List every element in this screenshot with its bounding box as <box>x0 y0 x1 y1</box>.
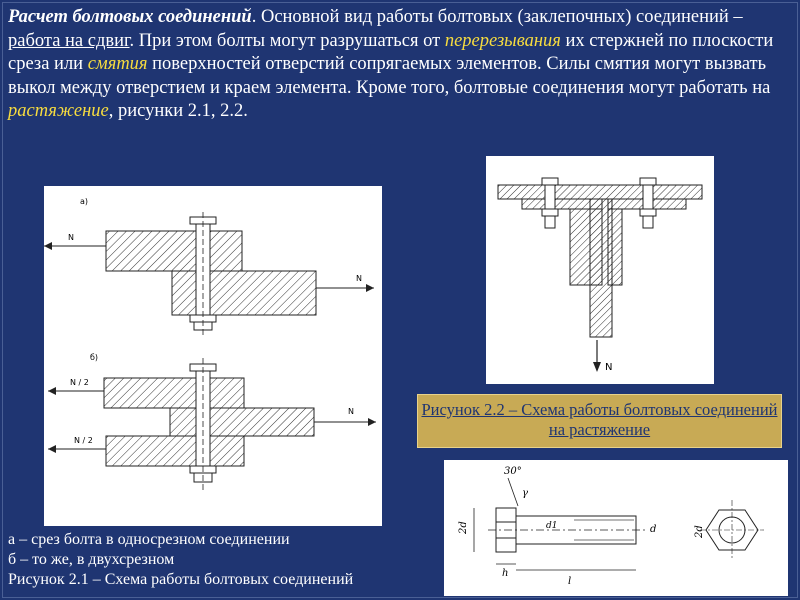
force-label-n-right-a: N <box>356 274 362 283</box>
force-label-tension: N <box>605 362 613 373</box>
dim-2d-right: 2d <box>694 525 705 538</box>
bolt-dimensions-panel <box>444 460 788 596</box>
figure-2-2-drawing <box>486 156 714 384</box>
plate-top-a <box>106 231 242 271</box>
bolt-shank-left <box>545 185 555 209</box>
intro-paragraph <box>8 6 788 124</box>
figure-2-1-caption <box>8 530 468 590</box>
figure-2-2-caption: Рисунок 2.2 – Схема работы болтовых соединений на растяжение <box>421 400 778 439</box>
arrowhead-n-right-a <box>366 284 374 292</box>
dim-angle: 30° <box>504 466 522 477</box>
bolt-head-left <box>542 178 558 185</box>
figure-2-1-drawing <box>44 186 382 526</box>
arrowhead-n-right-b <box>368 418 376 426</box>
dim-gamma: γ <box>522 488 528 499</box>
dim-d: d <box>650 524 657 535</box>
intro-text-3: их стержней по плоскости среза или <box>8 30 774 74</box>
arrowhead-half-top <box>48 387 56 395</box>
label-a: а) <box>80 197 89 206</box>
force-label-n-right-b: N <box>348 407 354 416</box>
intro-text-1: . Основной вид работы болтовых (заклепочных) соединений – <box>251 7 743 27</box>
dim-d1: d1 <box>546 521 558 531</box>
arrowhead-tension <box>593 362 601 372</box>
figure-2-2-panel <box>486 156 714 384</box>
angle-leader <box>508 478 518 506</box>
plate-top-b <box>104 378 244 408</box>
shear-term: работа на сдвиг <box>8 30 130 51</box>
dim-2d-left: 2d <box>458 521 469 534</box>
plate-middle-b <box>170 408 314 436</box>
force-label-half-top: N / 2 <box>70 378 89 387</box>
bolt-end-left <box>545 216 555 228</box>
plate-bottom-a <box>172 271 316 315</box>
figure-2-1-panel <box>44 186 382 526</box>
top-flange <box>498 185 702 199</box>
dim-l: l <box>568 576 572 587</box>
bolt-dimensions-drawing <box>444 460 788 596</box>
crushing-term: смятия <box>87 54 148 74</box>
cutting-term: перерезывания <box>444 30 561 51</box>
arrowhead-half-bottom <box>48 445 56 453</box>
bolt-end-right <box>643 216 653 228</box>
intro-text-2: . При этом болты могут разрушаться от <box>129 30 445 51</box>
section-title: Расчет болтовых соединений <box>8 7 252 27</box>
caption-line-b: б – то же, в двухсрезном <box>8 551 175 568</box>
intro-text-5: , рисунки 2.1, 2.2. <box>108 101 248 121</box>
arrowhead-n-left-a <box>44 242 52 250</box>
bolt-nut-left <box>542 209 558 216</box>
bolt-shank-right <box>643 185 653 209</box>
intro-text-4: поверхностей отверстий сопрягаемых элементов. Силы смятия могут вызвать выкол между отверстием и краем элемента. Кроме того, болтовые соединения могут работать на <box>8 54 771 98</box>
force-label-half-bottom: N / 2 <box>74 436 93 445</box>
dim-h: h <box>502 568 509 579</box>
label-b: б) <box>90 353 99 362</box>
plate-bottom-b <box>106 436 244 466</box>
bolt-nut-right <box>640 209 656 216</box>
caption-line-a: а – срез болта в односрезном соединении <box>8 531 290 548</box>
caption-line-figure: Рисунок 2.1 – Схема работы болтовых соединений <box>8 571 354 588</box>
tension-term: растяжение <box>8 101 109 121</box>
force-label-n-left-a: N <box>68 233 74 242</box>
hanging-plate <box>590 199 612 337</box>
bolt-head-right <box>640 178 656 185</box>
figure-2-2-caption-box <box>417 394 782 448</box>
